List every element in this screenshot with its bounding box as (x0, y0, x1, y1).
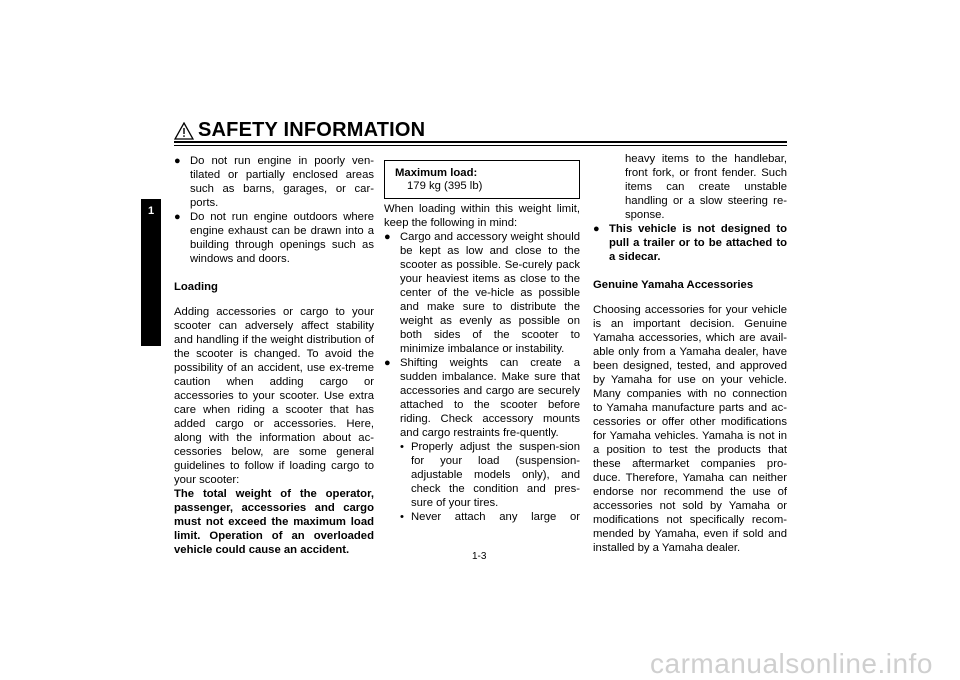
bullet-text: Cargo and accessory weight should be kept as low and close to the scooter as possible. Se-curely pack your heaviest items as close to the center of the ve-hicle as possible and make sure to distribute the weight as evenly as possible on both sides of the scooter to minimize imbalance or instability. (400, 231, 580, 355)
watermark: carmanualsonline.info (650, 648, 933, 679)
column-1 (174, 154, 374, 557)
bullet-icon: ● (174, 155, 181, 167)
max-load-value: 179 kg (395 lb) (407, 180, 483, 192)
chapter-tab (141, 199, 161, 346)
bullet-text: Do not run engine outdoors where engine exhaust can be drawn into a building through openings such as windows and doors. (190, 211, 374, 265)
chapter-number: 1 (147, 205, 155, 217)
sub-bullet-text: Never attach any large or (411, 511, 580, 523)
list-item (384, 230, 580, 356)
bullet-text: Shifting weights can create a sudden imbalance. Make sure that accessories and cargo are securely attached to the scooter before riding. Check accessory mounts and cargo restraints fre-quently. (400, 357, 580, 439)
max-load-box (384, 160, 580, 199)
list-item (174, 210, 374, 266)
bullet-icon: ● (593, 223, 600, 235)
bullet-text: Do not run engine in poorly ven-tilated or partially enclosed areas such as barns, garages, or car-ports. (190, 155, 374, 209)
page-header (174, 118, 787, 144)
loading-intro: When loading within this weight limit, keep the following in mind: (384, 203, 580, 229)
loading-paragraph: Adding accessories or cargo to your scooter can adversely affect stability and handling if the weight distribution of the scooter is changed. To avoid the possibility of an accident, use ex-treme caution when adding cargo or accessories to your scooter. Use extra care when riding a scooter that has added cargo or accessories. Here, along with the information about ac-cessories below, are some general guidelines to follow if loading cargo to your scooter: (174, 306, 374, 487)
accessories-paragraph: Choosing accessories for your vehicle is an important decision. Genuine Yamaha accessories, which are avail-able only from a Yamaha dealer, have been designed, tested, and approved by Yamaha for use on your vehicle. Many companies with no connection to Yamaha manufacture parts and ac-cessories or offer other modifications for Yamaha vehicles. Yamaha is not in a position to test the products that these aftermarket companies pro-duce. Therefore, Yamaha can neither endorse nor recommend the use of accessories not sold by Yamaha or modifications not specifically recom-mended by Yamaha, even if sold and installed by a Yamaha dealer. (593, 304, 787, 555)
list-item (174, 154, 374, 210)
bullet-icon: ● (384, 357, 391, 369)
section-heading-loading: Loading (174, 281, 218, 293)
loading-warning: The total weight of the operator, passenger, accessories and cargo must not exceed the maximum load limit. Operation of an overloaded vehicle could cause an accident. (174, 488, 374, 557)
sub-bullet-icon: • (400, 511, 404, 523)
header-rule-thin (174, 145, 787, 146)
max-load-label: Maximum load: (395, 167, 478, 179)
column-2 (384, 202, 580, 524)
sub-bullet-text: Properly adjust the suspen-sion for your load (suspension-adjustable models only), and check the condition and pres-sure of your tires. (411, 441, 580, 509)
section-heading-accessories: Genuine Yamaha Accessories (593, 279, 754, 291)
column-3 (593, 152, 787, 555)
sub-list-item-continued: heavy items to the handlebar, front fork, or front fender. Such items can create unstable handling or a slow steering re-sponse. (625, 153, 787, 221)
sub-bullet-icon: • (400, 441, 404, 453)
list-item (384, 356, 580, 440)
bullet-text: This vehicle is not designed to pull a trailer or to be attached to a sidecar. (609, 223, 787, 263)
warning-triangle-icon (174, 122, 194, 140)
sub-list-item (384, 440, 580, 510)
bullet-icon: ● (174, 211, 181, 223)
list-item (593, 222, 787, 264)
bullet-icon: ● (384, 231, 391, 243)
page-title: SAFETY INFORMATION (198, 119, 426, 141)
header-rule (174, 141, 787, 143)
page-number: 1-3 (472, 551, 487, 562)
sub-list-item (384, 510, 580, 524)
